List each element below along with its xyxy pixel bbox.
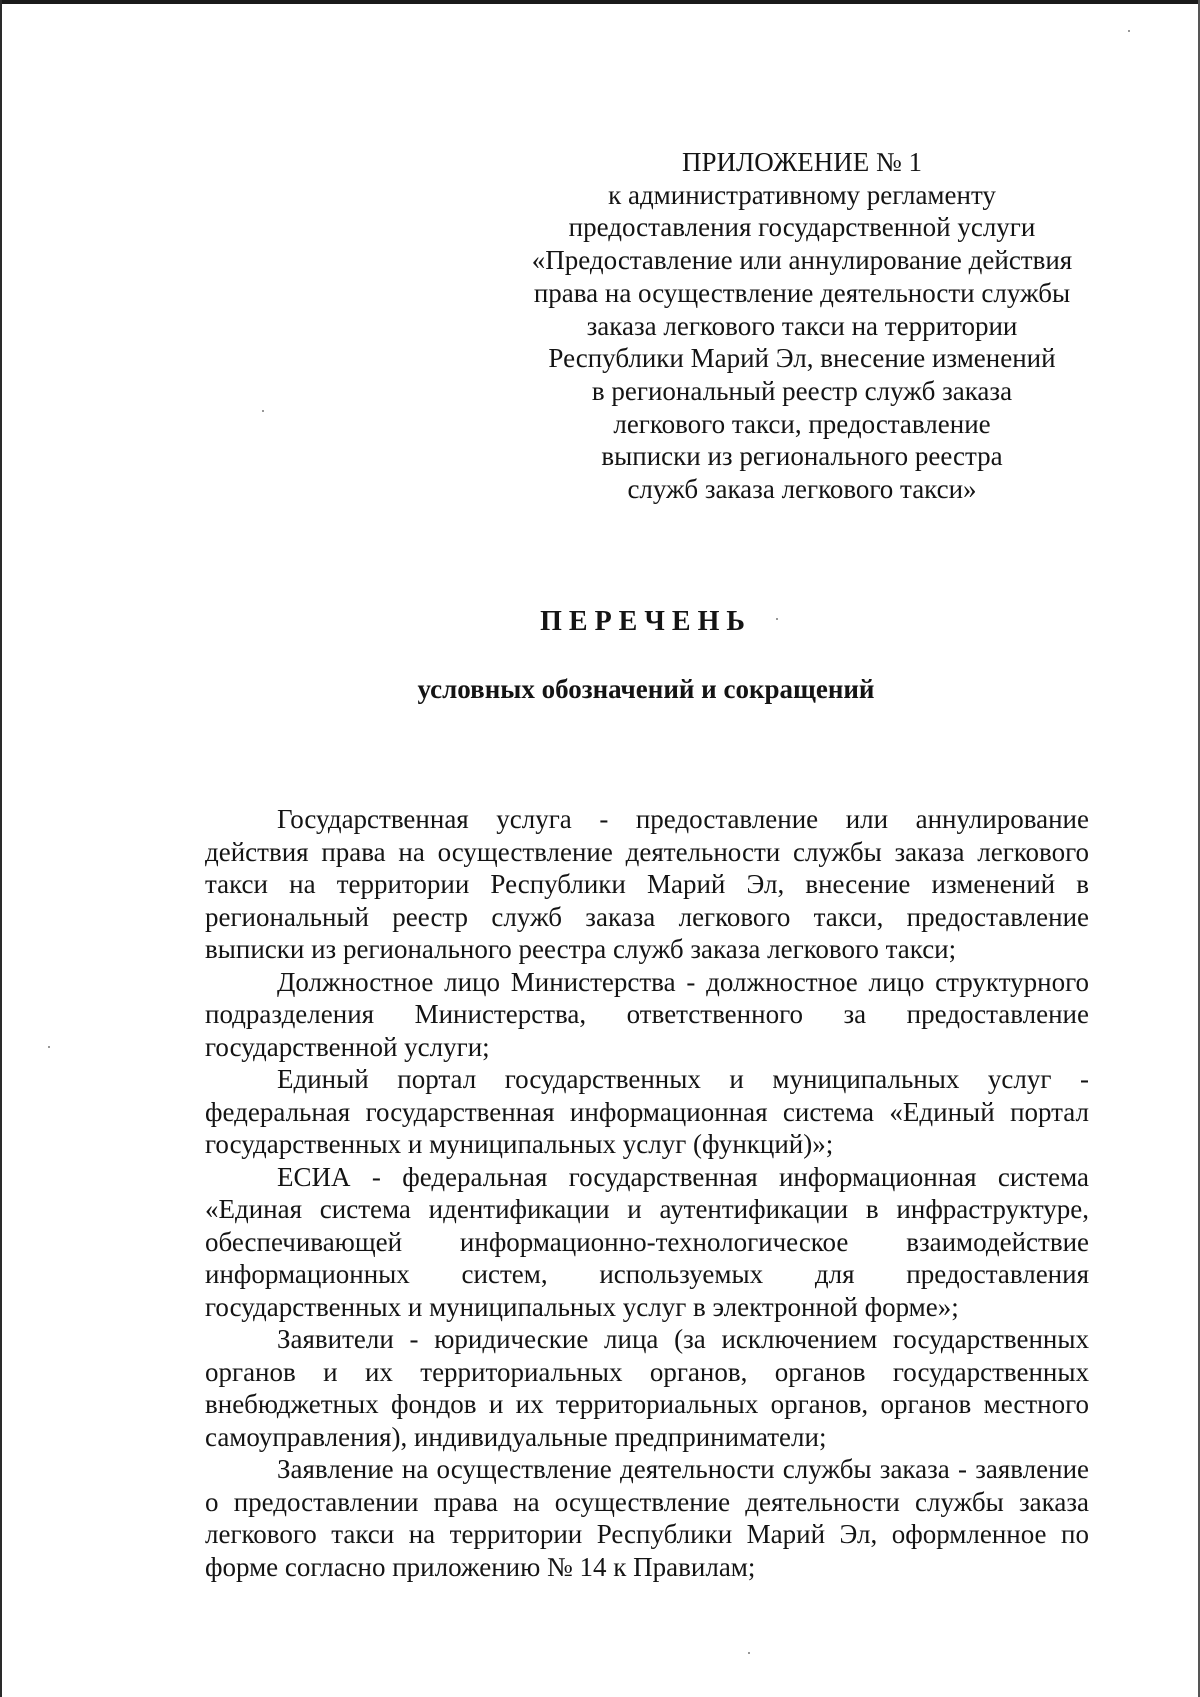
annex-line: ПРИЛОЖЕНИЕ № 1 [681,147,923,177]
definition-paragraph: Заявители - юридические лица (за исключением государственных органов и их территориальных органов, органов государственных внебюджетных фондов и их территориальных органов, органов местного самоуправления), индивидуальные предприниматели; [205,1324,1089,1452]
scan-speck [48,1046,50,1048]
annex-line: выписки из регионального реестра [601,441,1003,472]
definition-paragraph: ЕСИА - федеральная государственная информационная система «Единая система идентификации и аутентификации в инфраструктуре, обеспечивающей информационно-технологическое взаимодействие информационных систем, используемых для предоставления государственных и муниципальных услуг в электронной форме»; [205,1161,1089,1322]
annex-line: в региональный реестр служб заказа [591,375,1013,406]
annex-line: служб заказа легкового такси» [627,474,977,505]
scan-speck [748,1652,750,1654]
definitions-list [205,803,1089,1583]
definition-paragraph: Заявление на осуществление деятельности службы заказа - заявление о предоставлении права на осуществление деятельности службы заказа легкового такси на территории Республики Марий Эл, оформленное по форме согласно приложению № 14 к Правилам; [205,1454,1089,1582]
annex-header [500,146,1104,506]
annex-line: предоставления государственной услуги [568,212,1036,243]
annex-line: Республики Марий Эл, внесение изменений [548,343,1056,374]
annex-line: легкового такси, предоставление [613,408,991,439]
annex-line: к административному регламенту [608,179,996,210]
scan-speck [262,410,264,412]
definition-paragraph: Единый портал государственных и муниципальных услуг - федеральная государственная информационная система «Единый портал государственных и муниципальных услуг (функций)»; [205,1064,1089,1159]
definition-paragraph: Должностное лицо Министерства - должностное лицо структурного подразделения Министерства, ответственного за предоставление государственной услуги; [205,966,1089,1062]
document-title: ПЕРЕЧЕНЬ [540,606,752,637]
document-subtitle: условных обозначений и сокращений [417,674,875,704]
annex-line: «Предоставление или аннулирование действия [531,245,1073,276]
annex-line: права на осуществление деятельности службы [533,277,1071,308]
scan-edge-top [0,0,1200,4]
scan-speck [1128,30,1130,32]
annex-line: заказа легкового такси на территории [586,310,1018,341]
definition-paragraph: Государственная услуга - предоставление или аннулирование действия права на осуществление деятельности службы заказа легкового такси на территории Республики Марий Эл, внесение изменений в региональный реестр служб заказа легкового такси, предоставление выписки из регионального реестра служб заказа легкового такси; [205,804,1089,964]
scan-edge-left [0,0,2,1697]
scan-speck [776,618,778,620]
